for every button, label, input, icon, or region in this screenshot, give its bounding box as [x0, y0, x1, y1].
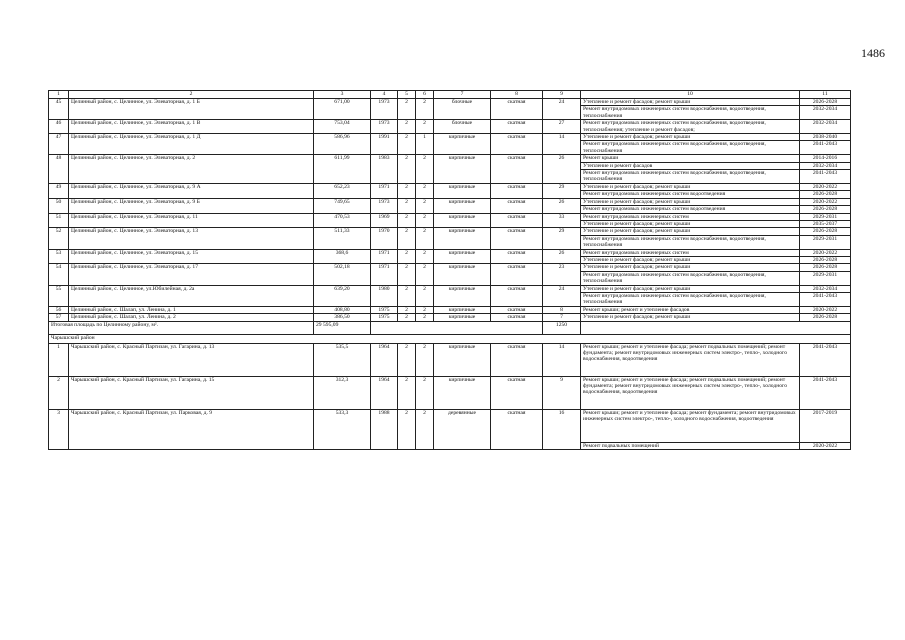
walls-material-cell: кирпичные — [434, 213, 491, 228]
entrances-cell: 2 — [416, 376, 434, 409]
residents-count-cell: 26 — [543, 198, 581, 213]
row-number: 3 — [49, 409, 69, 449]
entrances-cell: 2 — [416, 306, 434, 313]
residents-count-cell: 26 — [543, 249, 581, 264]
table-row — [49, 228, 851, 235]
period-cell: 2026-2028 — [800, 228, 851, 235]
floors-cell: 2 — [398, 409, 416, 449]
period-cell: 2032-2034 — [800, 285, 851, 292]
table-row — [49, 155, 851, 162]
floors-cell: 2 — [398, 213, 416, 228]
floors-cell: 2 — [398, 198, 416, 213]
year-cell: 1969 — [371, 213, 398, 228]
work-type-cell: Утепление и ремонт фасадов; ремонт крыши — [581, 198, 800, 205]
roof-type-cell: скатная — [491, 155, 543, 184]
roof-type-cell: скатная — [491, 99, 543, 120]
row-number: 47 — [49, 134, 69, 155]
column-number-header: 4 — [371, 91, 398, 99]
area-cell: 312,3 — [314, 376, 371, 409]
period-cell: 2020-2022 — [800, 442, 851, 449]
area-cell: 470,53 — [314, 213, 371, 228]
area-cell: 386,50 — [314, 314, 371, 321]
area-cell: 671,00 — [314, 99, 371, 120]
roof-type-cell: скатная — [491, 249, 543, 264]
period-cell: 2032-2034 — [800, 162, 851, 169]
walls-material-cell: блочные — [434, 120, 491, 134]
address-cell: Целинный район, с. Шалап, ул. Ленина, д. 1 — [69, 306, 314, 313]
column-number-header: 5 — [398, 91, 416, 99]
period-cell: 2020-2022 — [800, 198, 851, 205]
work-type-cell: Ремонт внутридомовых инженерных систем водоснабжения, водоотведения, теплоснабжения — [581, 271, 800, 285]
entrances-cell: 2 — [416, 249, 434, 264]
residents-count-cell: 29 — [543, 183, 581, 198]
page-number: 1486 — [861, 46, 885, 60]
work-type-cell: Ремонт внутридомовых инженерных систем водоснабжения, водоотведения, теплоснабжения — [581, 141, 800, 155]
floors-cell: 2 — [398, 264, 416, 285]
row-number: 46 — [49, 120, 69, 134]
period-cell: 2029-2031 — [800, 213, 851, 220]
work-type-cell: Ремонт внутридомовых инженерных систем водоснабжения, водоотведения, теплоснабжения — [581, 170, 800, 184]
row-number: 2 — [49, 376, 69, 409]
period-cell: 2041-2043 — [800, 343, 851, 376]
year-cell: 1973 — [371, 198, 398, 213]
period-cell: 2020-2022 — [800, 306, 851, 313]
work-type-cell: Ремонт внутридомовых инженерных систем водоотведения — [581, 206, 800, 213]
floors-cell: 2 — [398, 228, 416, 249]
period-cell: 2026-2028 — [800, 256, 851, 263]
work-type-cell: Ремонт внутридомовых инженерных систем — [581, 213, 800, 220]
table-row — [49, 183, 851, 190]
address-cell: Целинный район, с. Целинное, ул. Элеваторная, д. 9 А — [69, 183, 314, 198]
walls-material-cell: кирпичные — [434, 249, 491, 264]
work-type-cell: Утепление и ремонт фасадов; ремонт крыши — [581, 256, 800, 263]
floors-cell: 2 — [398, 343, 416, 376]
work-type-cell: Утепление и ремонт фасадов; ремонт крыши — [581, 285, 800, 292]
walls-material-cell: кирпичные — [434, 376, 491, 409]
row-number: 50 — [49, 198, 69, 213]
table-row — [49, 249, 851, 256]
row-number: 52 — [49, 228, 69, 249]
entrances-cell: 2 — [416, 213, 434, 228]
work-type-cell: Утепление и ремонт фасадов — [581, 162, 800, 169]
roof-type-cell: скатная — [491, 376, 543, 409]
table-row — [49, 306, 851, 313]
column-number-header: 2 — [69, 91, 314, 99]
column-number-header: 7 — [434, 91, 491, 99]
roof-type-cell: скатная — [491, 183, 543, 198]
entrances-cell: 2 — [416, 183, 434, 198]
walls-material-cell: блочные — [434, 99, 491, 120]
residents-count-cell: 14 — [543, 134, 581, 155]
table-header-row — [49, 91, 851, 99]
floors-cell: 2 — [398, 155, 416, 184]
floors-cell: 2 — [398, 134, 416, 155]
floors-cell: 2 — [398, 249, 416, 264]
total-label: Итоговая площадь по Целинному району, м². — [49, 321, 314, 334]
work-type-cell: Ремонт внутридомовых инженерных систем — [581, 249, 800, 256]
row-number: 49 — [49, 183, 69, 198]
roof-type-cell: скатная — [491, 306, 543, 313]
row-number: 56 — [49, 306, 69, 313]
table-row — [49, 120, 851, 134]
address-cell: Целинный район, с. Целинное, ул. Элеваторная, д. 1 Д — [69, 134, 314, 155]
table-row — [49, 409, 851, 442]
work-type-cell: Ремонт крыши — [581, 155, 800, 162]
work-type-cell: Утепление и ремонт фасадов; ремонт крыши — [581, 99, 800, 106]
area-cell: 639,20 — [314, 285, 371, 306]
entrances-cell: 2 — [416, 285, 434, 306]
row-number: 45 — [49, 99, 69, 120]
period-cell: 2026-2028 — [800, 99, 851, 106]
walls-material-cell: деревянные — [434, 409, 491, 449]
address-cell: Чарышский район, с. Красный Партизан, ул. Парковая, д. 9 — [69, 409, 314, 449]
walls-material-cell: кирпичные — [434, 228, 491, 249]
floors-cell: 2 — [398, 314, 416, 321]
address-cell: Целинный район, с. Целинное, ул. Элеваторная, д. 17 — [69, 264, 314, 285]
area-cell: 611,99 — [314, 155, 371, 184]
work-type-cell: Ремонт внутридомовых инженерных систем водоотведения — [581, 191, 800, 198]
period-cell: 2029-2031 — [800, 271, 851, 285]
walls-material-cell: кирпичные — [434, 155, 491, 184]
period-cell: 2026-2028 — [800, 206, 851, 213]
area-cell: 652,23 — [314, 183, 371, 198]
address-cell: Чарышский район, с. Красный Партизан, ул. Гагарина, д. 13 — [69, 343, 314, 376]
period-cell: 2029-2031 — [800, 235, 851, 249]
address-cell: Целинный район, с. Целинное, ул. Элеваторная, д. 11 — [69, 213, 314, 228]
floors-cell: 2 — [398, 306, 416, 313]
address-cell: Целинный район, с. Целинное, ул. Элеваторная, д. 13 — [69, 228, 314, 249]
period-cell: 2035-2037 — [800, 220, 851, 227]
residents-count-cell: 7 — [543, 314, 581, 321]
entrances-cell: 2 — [416, 228, 434, 249]
table-row — [49, 134, 851, 141]
walls-material-cell: кирпичные — [434, 198, 491, 213]
total-row — [49, 321, 851, 334]
row-number: 53 — [49, 249, 69, 264]
row-number: 48 — [49, 155, 69, 184]
walls-material-cell: кирпичные — [434, 285, 491, 306]
roof-type-cell: скатная — [491, 409, 543, 449]
year-cell: 1971 — [371, 264, 398, 285]
area-cell: 511,33 — [314, 228, 371, 249]
area-cell: 533,3 — [314, 409, 371, 449]
walls-material-cell: кирпичные — [434, 314, 491, 321]
residents-count-cell: 24 — [543, 99, 581, 120]
walls-material-cell: кирпичные — [434, 134, 491, 155]
entrances-cell: 2 — [416, 264, 434, 285]
address-cell: Чарышский район, с. Красный Партизан, ул. Гагарина, д. 15 — [69, 376, 314, 409]
row-number: 54 — [49, 264, 69, 285]
district-row — [49, 334, 851, 343]
address-cell: Целинный район, с. Целинное, ул. Элеваторная, д. 9 Б — [69, 198, 314, 213]
residents-count-cell: 14 — [543, 343, 581, 376]
period-cell: 2041-2043 — [800, 292, 851, 306]
walls-material-cell: кирпичные — [434, 264, 491, 285]
period-cell: 2032-2034 — [800, 120, 851, 134]
area-cell: 753,04 — [314, 120, 371, 134]
work-type-cell: Ремонт крыши; ремонт и утепление фасада; ремонт фундамента; ремонт внутридомовых инженерных систем электро-, тепло-, холодного водоснабжения, водоотведения — [581, 409, 800, 442]
period-cell: 2041-2043 — [800, 170, 851, 184]
area-cell: 408,80 — [314, 306, 371, 313]
district-title: Чарышский район — [49, 334, 851, 343]
year-cell: 1971 — [371, 183, 398, 198]
area-cell: 535,5 — [314, 343, 371, 376]
table-row — [49, 198, 851, 205]
table-row — [49, 99, 851, 106]
period-cell: 2041-2043 — [800, 141, 851, 155]
period-cell: 2020-2022 — [800, 183, 851, 190]
residents-count-cell: 23 — [543, 264, 581, 285]
table-row — [49, 285, 851, 292]
walls-material-cell: кирпичные — [434, 343, 491, 376]
roof-type-cell: скатная — [491, 213, 543, 228]
work-type-cell: Ремонт крыши; ремонт и утепление фасада; ремонт подвальных помещений; ремонт фундамента; ремонт внутридомовых инженерных систем электро-, тепло-, холодного водоснабжения, водоотведения — [581, 376, 800, 409]
year-cell: 1971 — [371, 249, 398, 264]
year-cell: 1980 — [371, 285, 398, 306]
period-cell: 2026-2028 — [800, 264, 851, 271]
row-number: 51 — [49, 213, 69, 228]
roof-type-cell: скатная — [491, 264, 543, 285]
table-row — [49, 264, 851, 271]
area-cell: 502,18 — [314, 264, 371, 285]
entrances-cell: 1 — [416, 134, 434, 155]
address-cell: Целинный район, с. Шалап, ул. Ленина, д. 2 — [69, 314, 314, 321]
year-cell: 1973 — [371, 120, 398, 134]
work-type-cell: Утепление и ремонт фасадов; ремонт крыши — [581, 183, 800, 190]
floors-cell: 2 — [398, 376, 416, 409]
entrances-cell: 2 — [416, 314, 434, 321]
year-cell: 1970 — [371, 228, 398, 249]
entrances-cell: 2 — [416, 409, 434, 449]
table-row — [49, 376, 851, 409]
total-area: 29 595,09 — [314, 321, 371, 334]
residents-count-cell: 8 — [543, 306, 581, 313]
work-type-cell: Утепление и ремонт фасадов; ремонт крыши — [581, 264, 800, 271]
residents-count-cell: 9 — [543, 376, 581, 409]
work-type-cell: Утепление и ремонт фасадов; ремонт крыши — [581, 134, 800, 141]
year-cell: 1973 — [371, 99, 398, 120]
year-cell: 1964 — [371, 343, 398, 376]
period-cell: 2017-2019 — [800, 409, 851, 442]
entrances-cell: 2 — [416, 155, 434, 184]
residents-count-cell: 16 — [543, 409, 581, 449]
roof-type-cell: скатная — [491, 134, 543, 155]
roof-type-cell: скатная — [491, 314, 543, 321]
table-row — [49, 213, 851, 220]
address-cell: Целинный район, с. Целинное, ул. Элеваторная, д. 15 — [69, 249, 314, 264]
row-number: 55 — [49, 285, 69, 306]
work-type-cell: Ремонт внутридомовых инженерных систем водоснабжения, водоотведения, теплоснабжения — [581, 106, 800, 120]
period-cell: 2041-2043 — [800, 376, 851, 409]
work-type-cell: Ремонт внутридомовых инженерных систем водоснабжения, водоотведения, теплоснабжения — [581, 292, 800, 306]
floors-cell: 2 — [398, 99, 416, 120]
work-type-cell: Ремонт крыши; ремонт и утепление фасада; ремонт подвальных помещений; ремонт фундамента; ремонт внутридомовых инженерных систем электро-, тепло-, холодного водоснабжения, водоотведения — [581, 343, 800, 376]
row-number: 1 — [49, 343, 69, 376]
table-row — [49, 314, 851, 321]
address-cell: Целинный район, с. Целинное, ул. Элеваторная, д. 2 — [69, 155, 314, 184]
address-cell: Целинный район, с. Целинное, ул. Элеваторная, д. 1 Б — [69, 99, 314, 120]
area-cell: 749,65 — [314, 198, 371, 213]
year-cell: 1991 — [371, 134, 398, 155]
address-cell: Целинный район, с. Целинное, ул.Юбилейная, д. 2а — [69, 285, 314, 306]
year-cell: 1975 — [371, 306, 398, 313]
row-number: 57 — [49, 314, 69, 321]
area-cell: 586,96 — [314, 134, 371, 155]
entrances-cell: 2 — [416, 198, 434, 213]
work-type-cell: Утепление и ремонт фасадов; ремонт крыши — [581, 314, 800, 321]
empty-cell — [371, 321, 543, 334]
work-type-cell: Ремонт внутридомовых инженерных систем водоснабжения, водоотведения, теплоснабжения — [581, 235, 800, 249]
entrances-cell: 2 — [416, 343, 434, 376]
period-cell: 2014-2016 — [800, 155, 851, 162]
work-type-cell: Ремонт подвальных помещений — [581, 442, 800, 449]
column-number-header: 8 — [491, 91, 543, 99]
floors-cell: 2 — [398, 285, 416, 306]
entrances-cell: 2 — [416, 99, 434, 120]
column-number-header: 9 — [543, 91, 581, 99]
roof-type-cell: скатная — [491, 228, 543, 249]
repair-schedule-table — [48, 90, 851, 450]
roof-type-cell: скатная — [491, 120, 543, 134]
residents-count-cell: 29 — [543, 228, 581, 249]
roof-type-cell: скатная — [491, 198, 543, 213]
period-cell: 2026-2028 — [800, 191, 851, 198]
floors-cell: 2 — [398, 183, 416, 198]
residents-count-cell: 26 — [543, 155, 581, 184]
period-cell: 2026-2028 — [800, 314, 851, 321]
period-cell: 2020-2022 — [800, 249, 851, 256]
walls-material-cell: кирпичные — [434, 183, 491, 198]
year-cell: 1988 — [371, 409, 398, 449]
year-cell: 1975 — [371, 314, 398, 321]
column-number-header: 11 — [800, 91, 851, 99]
period-cell: 2032-2034 — [800, 106, 851, 120]
column-number-header: 6 — [416, 91, 434, 99]
residents-count-cell: 24 — [543, 285, 581, 306]
work-type-cell: Утепление и ремонт фасадов; ремонт крыши — [581, 228, 800, 235]
walls-material-cell: кирпичные — [434, 306, 491, 313]
year-cell: 1983 — [371, 155, 398, 184]
total-residents: 1250 — [543, 321, 581, 334]
address-cell: Целинный район, с. Целинное, ул. Элеваторная, д. 1 В — [69, 120, 314, 134]
column-number-header: 3 — [314, 91, 371, 99]
entrances-cell: 2 — [416, 120, 434, 134]
work-type-cell: Ремонт крыши; ремонт и утепление фасадов — [581, 306, 800, 313]
year-cell: 1964 — [371, 376, 398, 409]
area-cell: 368,6 — [314, 249, 371, 264]
table-row — [49, 343, 851, 376]
residents-count-cell: 27 — [543, 120, 581, 134]
empty-cell — [581, 321, 851, 334]
work-type-cell: Ремонт внутридомовых инженерных систем водоснабжения, водоотведения, теплоснабжения; утепление и ремонт фасадов; — [581, 120, 800, 134]
column-number-header: 1 — [49, 91, 69, 99]
roof-type-cell: скатная — [491, 343, 543, 376]
period-cell: 2038-2040 — [800, 134, 851, 141]
work-type-cell: Утепление и ремонт фасадов; ремонт крыши — [581, 220, 800, 227]
floors-cell: 2 — [398, 120, 416, 134]
column-number-header: 10 — [581, 91, 800, 99]
residents-count-cell: 33 — [543, 213, 581, 228]
roof-type-cell: скатная — [491, 285, 543, 306]
